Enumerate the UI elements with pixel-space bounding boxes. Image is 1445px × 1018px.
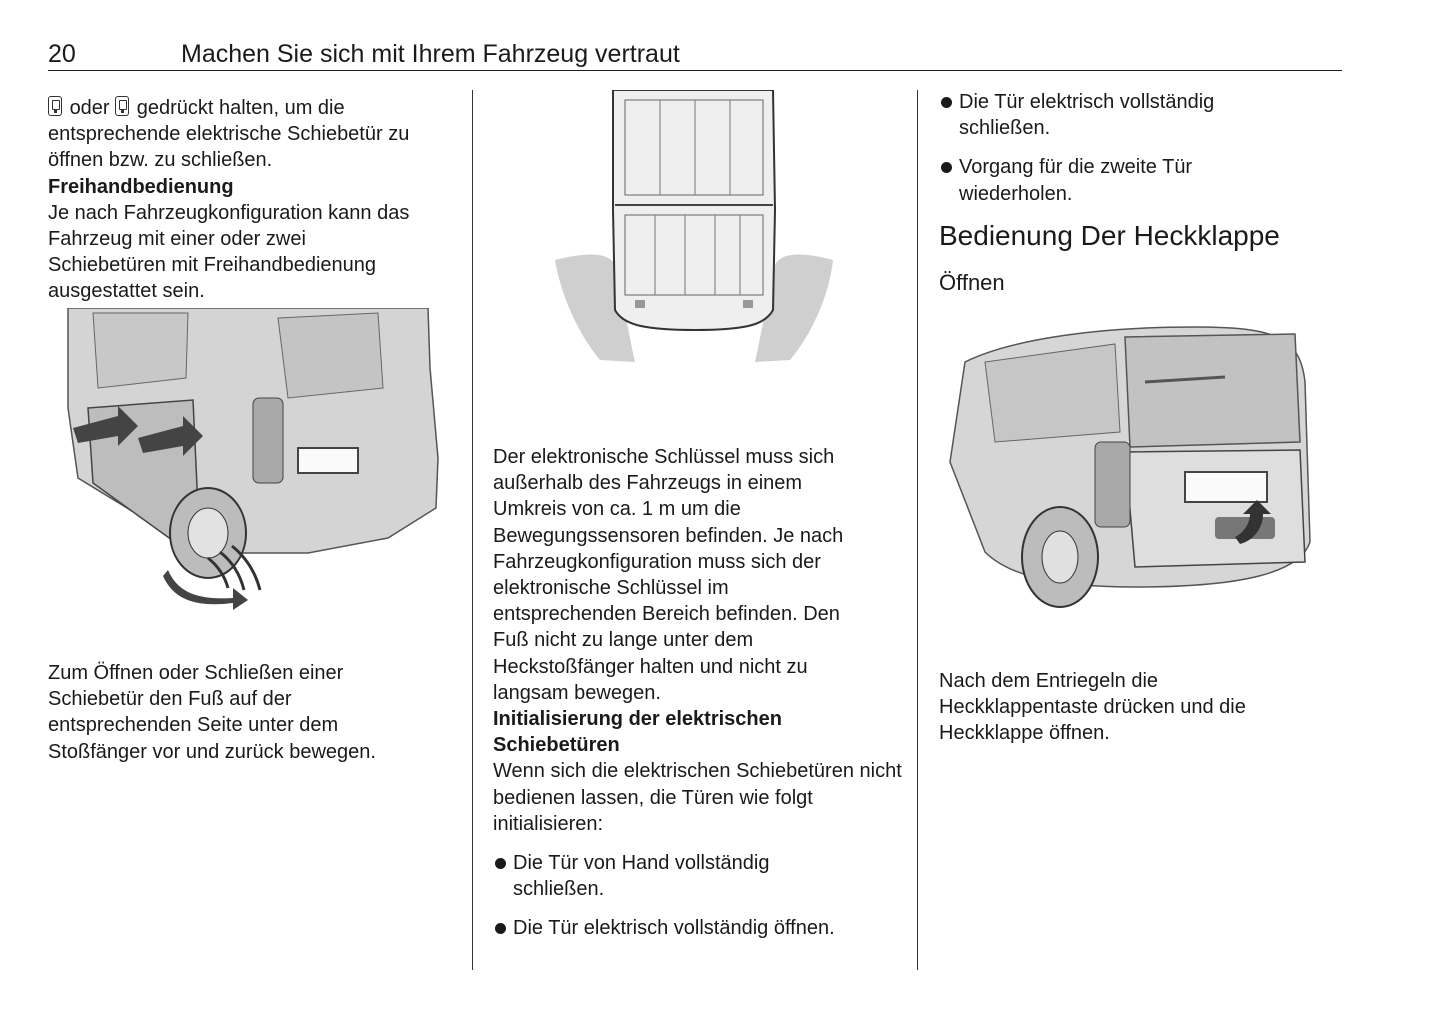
column-3 — [939, 89, 1339, 297]
list-item: Die Tür von Hand vollständig schließen. — [493, 850, 813, 902]
section-heading: Bedienung Der Heckklappe — [939, 219, 1280, 251]
page-title: Machen Sie sich mit Ihrem Fahrzeug vertraut — [181, 40, 680, 68]
tailgate-illustration — [945, 322, 1317, 620]
sliding-door-right-icon — [115, 96, 129, 116]
page-number: 20 — [48, 40, 76, 68]
page-header — [48, 40, 1342, 71]
key-range-text: Der elektronische Schlüssel muss sich außerhalb des Fahrzeugs in einem Umkreis von ca. 1 m um die Bewegungssensoren befinden. Je nach Fahrzeugkonfiguration muss sich der elektronische Schlüssel im entsprechenden Bereich befinden. Den Fuß nicht zu lange unter dem Heckstoßfänger halten und nicht zu langsam bewegen. — [493, 446, 844, 704]
sensor-zone-illustration — [555, 90, 833, 365]
sub-heading: Öffnen — [939, 269, 1005, 295]
init-heading: Initialisierung der elektrischen Schiebetüren — [493, 708, 782, 757]
list-item: Die Tür elektrisch vollständig schließen. — [939, 89, 1259, 141]
column-1-lower — [48, 660, 458, 765]
sliding-door-left-icon — [48, 96, 62, 116]
freehand-instruction: Zum Öffnen oder Schließen einer Schiebetür den Fuß auf der entsprechenden Seite unter dem Stoßfänger vor und zurück bewegen. — [48, 662, 376, 763]
init-text: Wenn sich die elektrischen Schiebetüren nicht bedienen lassen, die Türen wie folgt initialisieren: — [493, 760, 902, 835]
intro-paragraph: oder gedrückt halten, um die entsprechende elektrische Schiebetür zu öffnen bzw. zu schließen. — [48, 97, 410, 172]
tailgate-text: Nach dem Entriegeln die Heckklappentaste drücken und die Heckklappe öffnen. — [939, 670, 1246, 745]
column-divider-1 — [472, 90, 473, 970]
freehand-heading: Freihandbedienung — [48, 175, 234, 198]
list-item: Vorgang für die zweite Tür wiederholen. — [939, 154, 1259, 206]
column-2 — [493, 444, 903, 942]
column-divider-2 — [917, 90, 918, 970]
sliding-door-illustration — [58, 308, 440, 613]
column-3-lower — [939, 668, 1339, 747]
list-item: Die Tür elektrisch vollständig öffnen. — [493, 915, 903, 941]
freehand-text: Je nach Fahrzeugkonfiguration kann das Fahrzeug mit einer oder zwei Schiebetüren mit Freihandbedienung ausgestattet sein. — [48, 201, 410, 303]
column-1 — [48, 95, 458, 305]
